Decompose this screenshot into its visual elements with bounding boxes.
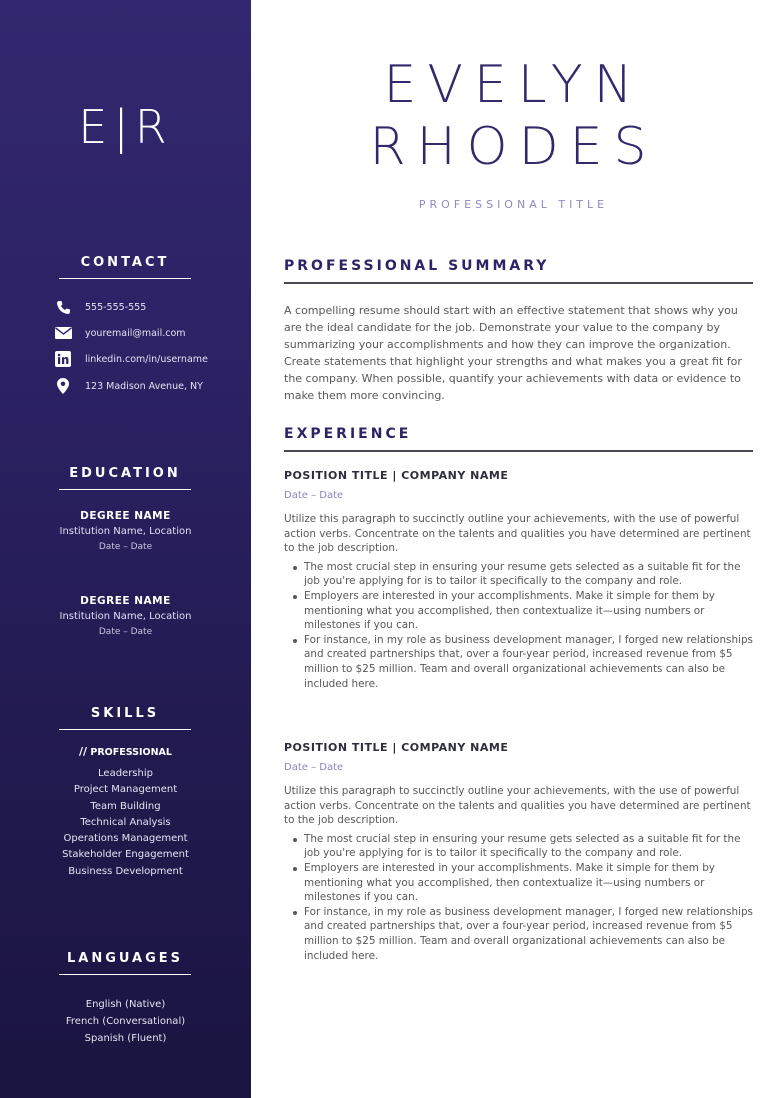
degree-name: DEGREE NAME xyxy=(80,595,171,607)
experience-item xyxy=(284,469,753,691)
position-date: Date – Date xyxy=(284,762,344,773)
contact-phone: 555-555-555 xyxy=(85,301,147,313)
contact-address: 123 Madison Avenue, NY xyxy=(85,380,203,392)
language-item: English (Native) xyxy=(85,999,166,1010)
monogram: E|R xyxy=(78,100,173,154)
skills-subheading-prefix: // xyxy=(79,745,88,758)
education-heading: EDUCATION xyxy=(59,466,191,490)
language-item: French (Conversational) xyxy=(65,1016,186,1028)
skill-item: Operations Management xyxy=(63,833,188,845)
degree-name: DEGREE NAME xyxy=(80,510,171,522)
language-item: Spanish (Fluent) xyxy=(84,1033,167,1045)
position-description: Utilize this paragraph to succinctly outline your achievements, with the use of powerful action verbs. Concentrate on the talents and qualities you have determined are pertinent to the job description. xyxy=(284,513,751,555)
achievement-list xyxy=(284,560,753,691)
achievement-bullet: The most crucial step in ensuring your resume gets selected as a suitable fit for the job you're applying for is to tailor it specifically to the company and role. xyxy=(284,832,753,861)
summary-text: A compelling resume should start with an effective statement that shows why you are the ideal candidate for the job. Demonstrate your value to the company by summarizing your accomplishments and how they can improve the organization. Create statements that highlight your strengths and what makes you a great fit for the company. When possible, quantify your achievements with data or evidence to make them more convincing. xyxy=(284,304,742,403)
languages-list xyxy=(0,996,251,1048)
contact-phone-row xyxy=(54,297,146,317)
skill-item: Project Management xyxy=(73,784,178,796)
professional-title: PROFESSIONAL TITLE xyxy=(418,198,609,211)
linkedin-icon xyxy=(54,350,72,368)
skills-list xyxy=(0,745,251,880)
achievement-bullet: For instance, in my role as business development manager, I forged new relationships and created partnerships that, over a four-year period, increased revenue from $5 million to $25 million. Team and overall organizational achievements can also be included here. xyxy=(284,633,753,691)
education-item xyxy=(0,595,251,637)
skill-item: Leadership xyxy=(98,768,153,779)
envelope-icon xyxy=(54,324,72,342)
contact-linkedin[interactable]: linkedin.com/in/username xyxy=(85,353,208,365)
achievement-list xyxy=(284,832,753,963)
education-date: Date – Date xyxy=(98,627,153,637)
institution-name: Institution Name, Location xyxy=(59,526,192,537)
experience-heading: EXPERIENCE xyxy=(284,426,753,452)
education-date: Date – Date xyxy=(98,542,153,552)
position-title: POSITION TITLE | COMPANY NAME xyxy=(284,741,509,754)
contact-heading: CONTACT xyxy=(59,255,191,279)
achievement-bullet: For instance, in my role as business development manager, I forged new relationships and created partnerships that, over a four-year period, increased revenue from $5 million to $25 million. Team and overall organizational achievements can also be included here. xyxy=(284,905,753,963)
position-description: Utilize this paragraph to succinctly outline your achievements, with the use of powerful action verbs. Concentrate on the talents and qualities you have determined are pertinent to the job description. xyxy=(284,785,751,827)
skill-item: Team Building xyxy=(90,800,161,812)
summary-heading: PROFESSIONAL SUMMARY xyxy=(284,258,753,284)
sidebar xyxy=(0,0,251,1098)
position-date: Date – Date xyxy=(284,490,344,501)
achievement-bullet: Employers are interested in your accomplishments. Make it simple for them by mentioning what you accomplished, then contextualize it—using numbers or milestones if you can. xyxy=(284,589,753,633)
main-content xyxy=(251,0,776,1098)
skill-item: Business Development xyxy=(68,865,183,877)
phone-icon xyxy=(54,298,72,316)
achievement-bullet: The most crucial step in ensuring your resume gets selected as a suitable fit for the job you're applying for is to tailor it specifically to the company and role. xyxy=(284,560,753,589)
achievement-bullet: Employers are interested in your accomplishments. Make it simple for them by mentioning what you accomplished, then contextualize it—using numbers or milestones if you can. xyxy=(284,861,753,905)
contact-email[interactable]: youremail@mail.com xyxy=(85,327,186,339)
skill-item: Technical Analysis xyxy=(80,816,171,828)
skills-subheading xyxy=(0,745,251,758)
last-name: RHODES xyxy=(369,117,658,177)
location-pin-icon xyxy=(54,377,72,395)
experience-item xyxy=(284,741,753,963)
contact-address-row xyxy=(54,376,203,396)
contact-email-row xyxy=(54,323,186,343)
education-item xyxy=(0,510,251,552)
contact-linkedin-row xyxy=(54,349,208,369)
skills-heading: SKILLS xyxy=(59,706,191,730)
skills-subheading-label: PROFESSIONAL xyxy=(90,747,172,758)
skill-item: Stakeholder Engagement xyxy=(62,849,189,861)
position-title: POSITION TITLE | COMPANY NAME xyxy=(284,469,509,482)
languages-heading: LANGUAGES xyxy=(59,951,191,975)
first-name: EVELYN xyxy=(383,55,644,115)
institution-name: Institution Name, Location xyxy=(59,611,192,622)
